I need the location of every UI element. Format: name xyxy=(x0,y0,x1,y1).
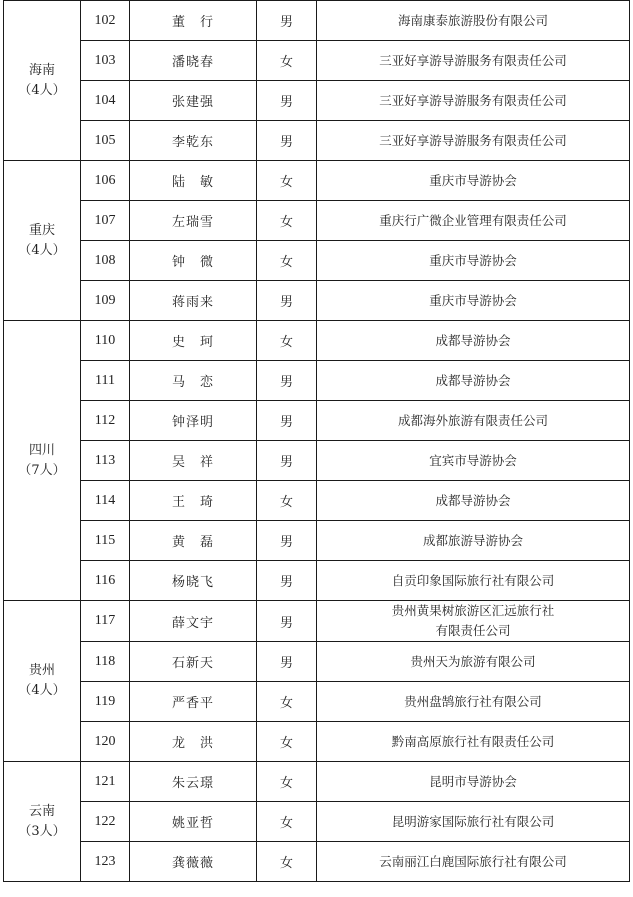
organization-name: 海南康泰旅游股份有限公司 xyxy=(397,12,548,28)
table-row xyxy=(4,201,630,241)
table-row xyxy=(4,121,630,161)
serial-number-cell: 106 xyxy=(81,161,130,201)
gender-cell: 女 xyxy=(257,41,317,81)
serial-number-cell: 105 xyxy=(81,121,130,161)
name-cell: 陆 敏 xyxy=(130,161,257,201)
organization-name: 三亚好享游导游服务有限责任公司 xyxy=(379,92,567,108)
table-row xyxy=(4,642,630,682)
table-body xyxy=(4,1,630,882)
serial-number-cell: 108 xyxy=(81,241,130,281)
gender-cell: 女 xyxy=(257,842,317,882)
gender-cell: 男 xyxy=(257,642,317,682)
serial-number-cell: 117 xyxy=(81,601,130,642)
name-cell: 石新天 xyxy=(130,642,257,682)
gender-cell: 男 xyxy=(257,281,317,321)
name-cell: 杨晓飞 xyxy=(130,561,257,601)
table-row xyxy=(4,41,630,81)
region-cell xyxy=(4,762,81,882)
gender-cell: 男 xyxy=(257,361,317,401)
organization-cell xyxy=(317,41,630,81)
organization-name: 成都导游协会 xyxy=(435,372,511,388)
table-row xyxy=(4,401,630,441)
organization-name: 昆明游家国际旅行社有限公司 xyxy=(391,813,555,829)
name-cell: 吴 祥 xyxy=(130,441,257,481)
region-count: （4人） xyxy=(18,683,66,698)
organization-cell xyxy=(317,361,630,401)
gender-cell: 女 xyxy=(257,321,317,361)
table-row xyxy=(4,1,630,41)
organization-name: 宜宾市导游协会 xyxy=(429,452,517,468)
gender-cell: 女 xyxy=(257,762,317,802)
organization-cell xyxy=(317,201,630,241)
table-row xyxy=(4,481,630,521)
organization-cell xyxy=(317,81,630,121)
organization-name: 成都海外旅游有限责任公司 xyxy=(397,412,548,428)
organization-name: 云南丽江白鹿国际旅行社有限公司 xyxy=(379,853,567,869)
serial-number-cell: 118 xyxy=(81,642,130,682)
gender-cell: 男 xyxy=(257,121,317,161)
organization-name: 成都旅游导游协会 xyxy=(422,532,523,548)
table-row xyxy=(4,601,630,642)
organization-cell xyxy=(317,1,630,41)
organization-cell xyxy=(317,762,630,802)
serial-number-cell: 102 xyxy=(81,1,130,41)
table-row xyxy=(4,441,630,481)
table-row xyxy=(4,521,630,561)
gender-cell: 女 xyxy=(257,161,317,201)
name-cell: 潘晓春 xyxy=(130,41,257,81)
organization-cell xyxy=(317,321,630,361)
region-name: 海南 xyxy=(28,62,55,78)
organization-cell xyxy=(317,842,630,882)
region-count: （7人） xyxy=(18,462,66,478)
gender-cell: 女 xyxy=(257,481,317,521)
organization-cell xyxy=(317,481,630,521)
organization-name: 黔南高原旅行社有限责任公司 xyxy=(391,733,555,749)
gender-cell: 女 xyxy=(257,682,317,722)
table-row xyxy=(4,561,630,601)
table-row xyxy=(4,161,630,201)
organization-cell xyxy=(317,682,630,722)
name-cell: 马 恋 xyxy=(130,361,257,401)
organization-name: 重庆市导游协会 xyxy=(429,172,517,188)
organization-cell xyxy=(317,601,630,642)
region-name: 四川 xyxy=(28,442,55,458)
serial-number-cell: 121 xyxy=(81,762,130,802)
region-cell xyxy=(4,321,81,601)
organization-cell xyxy=(317,241,630,281)
serial-number-cell: 113 xyxy=(81,441,130,481)
organization-cell xyxy=(317,561,630,601)
organization-cell xyxy=(317,642,630,682)
gender-cell: 男 xyxy=(257,1,317,41)
name-cell: 李乾东 xyxy=(130,121,257,161)
name-cell: 钟泽明 xyxy=(130,401,257,441)
region-cell xyxy=(4,1,81,161)
region-count: （4人） xyxy=(18,82,66,98)
region-cell xyxy=(4,601,81,762)
gender-cell: 男 xyxy=(257,401,317,441)
gender-cell: 男 xyxy=(257,561,317,601)
region-count: （4人） xyxy=(18,242,66,258)
gender-cell: 男 xyxy=(257,601,317,642)
organization-name: 贵州黄果树旅游区汇远旅行社 xyxy=(391,603,555,618)
gender-cell: 女 xyxy=(257,722,317,762)
table-row xyxy=(4,762,630,802)
organization-cell xyxy=(317,121,630,161)
table-row xyxy=(4,842,630,882)
table-row xyxy=(4,281,630,321)
name-cell: 龙 洪 xyxy=(130,722,257,762)
guide-roster-table xyxy=(3,0,630,882)
region-name: 重庆 xyxy=(28,222,55,238)
gender-cell: 男 xyxy=(257,441,317,481)
organization-cell xyxy=(317,281,630,321)
name-cell: 黄 磊 xyxy=(130,521,257,561)
organization-name: 重庆行广微企业管理有限责任公司 xyxy=(379,212,567,228)
organization-name: 重庆市导游协会 xyxy=(429,292,517,308)
table-row xyxy=(4,802,630,842)
serial-number-cell: 110 xyxy=(81,321,130,361)
serial-number-cell: 111 xyxy=(81,361,130,401)
serial-number-cell: 103 xyxy=(81,41,130,81)
table-row xyxy=(4,241,630,281)
organization-name-line2: 有限责任公司 xyxy=(435,623,511,638)
serial-number-cell: 109 xyxy=(81,281,130,321)
serial-number-cell: 107 xyxy=(81,201,130,241)
gender-cell: 女 xyxy=(257,802,317,842)
region-count: （3人） xyxy=(18,823,66,839)
organization-cell xyxy=(317,441,630,481)
organization-name: 成都导游协会 xyxy=(435,332,511,348)
name-cell: 史 珂 xyxy=(130,321,257,361)
organization-name: 昆明市导游协会 xyxy=(429,773,517,789)
serial-number-cell: 116 xyxy=(81,561,130,601)
organization-cell xyxy=(317,521,630,561)
name-cell: 龚薇薇 xyxy=(130,842,257,882)
serial-number-cell: 104 xyxy=(81,81,130,121)
table-row xyxy=(4,682,630,722)
table-row xyxy=(4,722,630,762)
gender-cell: 男 xyxy=(257,521,317,561)
organization-name: 贵州盘鹄旅行社有限公司 xyxy=(404,693,542,709)
name-cell: 张建强 xyxy=(130,81,257,121)
name-cell: 薛文宇 xyxy=(130,601,257,642)
serial-number-cell: 120 xyxy=(81,722,130,762)
gender-cell: 女 xyxy=(257,241,317,281)
name-cell: 严香平 xyxy=(130,682,257,722)
name-cell: 蒋雨来 xyxy=(130,281,257,321)
serial-number-cell: 123 xyxy=(81,842,130,882)
organization-name: 三亚好享游导游服务有限责任公司 xyxy=(379,52,567,68)
region-name: 云南 xyxy=(28,803,55,819)
organization-name: 贵州天为旅游有限公司 xyxy=(410,653,536,669)
serial-number-cell: 114 xyxy=(81,481,130,521)
serial-number-cell: 112 xyxy=(81,401,130,441)
gender-cell: 女 xyxy=(257,201,317,241)
organization-cell xyxy=(317,401,630,441)
name-cell: 姚亚哲 xyxy=(130,802,257,842)
region-name: 贵州 xyxy=(28,663,55,678)
serial-number-cell: 122 xyxy=(81,802,130,842)
organization-name: 成都导游协会 xyxy=(435,492,511,508)
table-row xyxy=(4,361,630,401)
table-row xyxy=(4,81,630,121)
name-cell: 董 行 xyxy=(130,1,257,41)
name-cell: 朱云璟 xyxy=(130,762,257,802)
organization-name: 三亚好享游导游服务有限责任公司 xyxy=(379,132,567,148)
organization-cell xyxy=(317,161,630,201)
name-cell: 钟 微 xyxy=(130,241,257,281)
name-cell: 王 琦 xyxy=(130,481,257,521)
organization-name: 自贡印象国际旅行社有限公司 xyxy=(391,572,555,588)
organization-cell xyxy=(317,722,630,762)
table-row xyxy=(4,321,630,361)
name-cell: 左瑞雪 xyxy=(130,201,257,241)
organization-name: 重庆市导游协会 xyxy=(429,252,517,268)
serial-number-cell: 115 xyxy=(81,521,130,561)
region-cell xyxy=(4,161,81,321)
serial-number-cell: 119 xyxy=(81,682,130,722)
organization-cell xyxy=(317,802,630,842)
gender-cell: 男 xyxy=(257,81,317,121)
